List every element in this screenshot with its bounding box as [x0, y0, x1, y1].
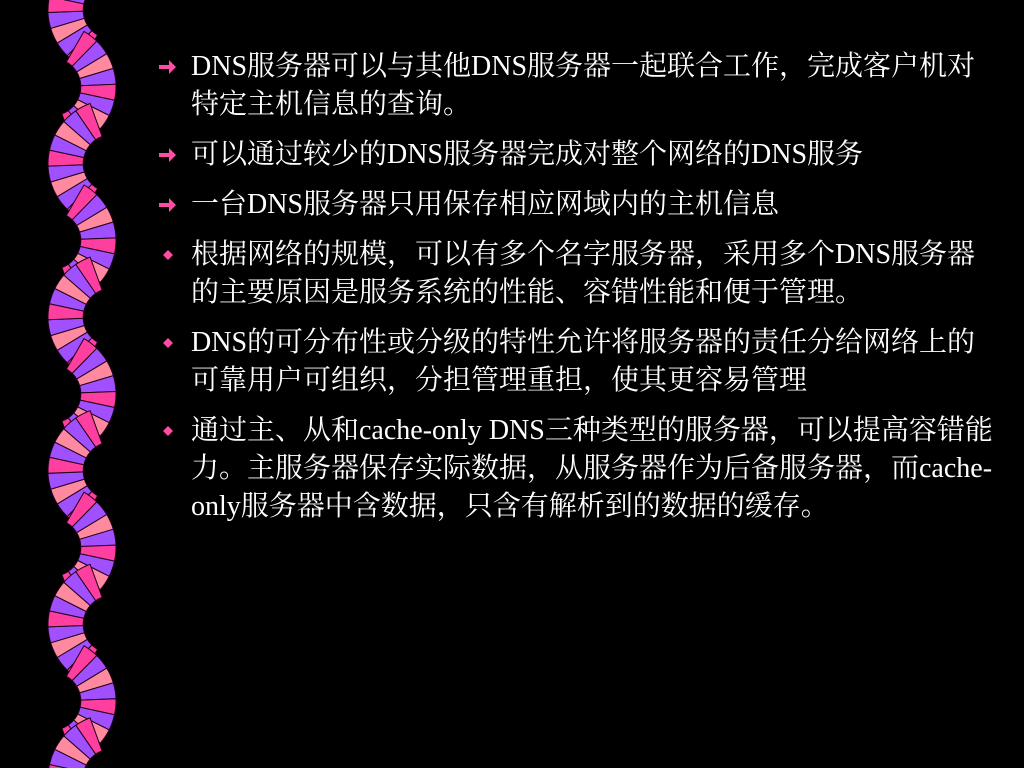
bullet-item	[150, 236, 995, 312]
bullet-list	[150, 48, 995, 538]
bullet-item	[150, 186, 995, 224]
diamond-icon	[157, 236, 179, 274]
bullet-text: 可以通过较少的DNS服务器完成对整个网络的DNS服务	[191, 139, 864, 170]
diamond-icon	[157, 324, 179, 362]
bullet-item	[150, 48, 995, 124]
bullet-text: DNS的可分布性或分级的特性允许将服务器的责任分给网络上的可靠用户可组织，分担管理重担，使其更容易管理	[191, 327, 976, 396]
diamond-icon	[157, 412, 179, 450]
arrow-icon	[157, 48, 179, 86]
bullet-text: 通过主、从和cache-only DNS三种类型的服务器，可以提高容错能力。主服务器保存实际数据，从服务器作为后备服务器，而cache-only服务器中含数据，只含有解析到的数据的缓存。	[191, 415, 993, 522]
bullet-item	[150, 412, 995, 526]
bullet-item	[150, 136, 995, 174]
bullet-item	[150, 324, 995, 400]
bullet-text: DNS服务器可以与其他DNS服务器一起联合工作，完成客户机对特定主机信息的查询。	[191, 51, 976, 120]
bullet-text: 一台DNS服务器只用保存相应网域内的主机信息	[191, 189, 780, 220]
decorative-ribbon	[0, 0, 150, 768]
arrow-icon	[157, 186, 179, 224]
arrow-icon	[157, 136, 179, 174]
bullet-text: 根据网络的规模，可以有多个名字服务器，采用多个DNS服务器的主要原因是服务系统的性能、容错性能和便于管理。	[191, 239, 976, 308]
